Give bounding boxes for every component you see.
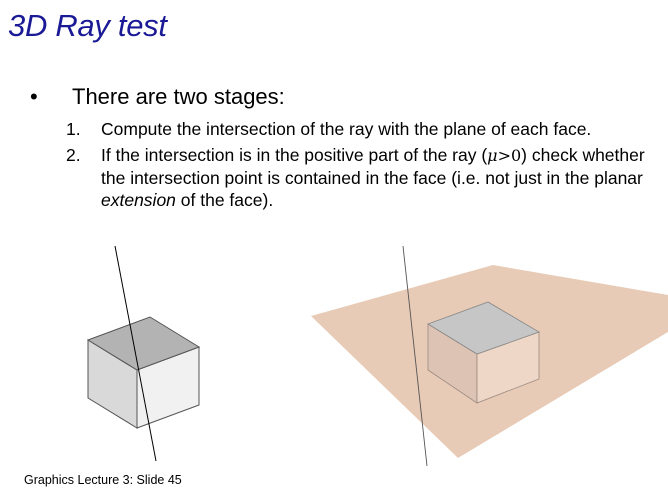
slide-title: 3D Ray test (8, 8, 167, 43)
list-text-after: of the face). (175, 190, 274, 210)
bullet-text: There are two stages: (72, 84, 285, 109)
bullet-dot-icon: • (30, 84, 38, 109)
cube-ray-diagram (88, 246, 199, 461)
mu-symbol: μ (487, 146, 498, 165)
list-number: 1. (66, 119, 81, 139)
list-text-middle: ) check whether the intersection point is contained in the face (i.e. not just in the planar (101, 145, 645, 188)
list-number: 2. (66, 145, 81, 165)
plane-ray-diagram (311, 246, 668, 466)
list-text-before: If the intersection is in the positive part of the ray ( (101, 145, 488, 165)
list-text: Compute the intersection of the ray with the plane of each face. (101, 119, 592, 139)
condition-text: >0 (497, 146, 522, 165)
emphasis-text: extension (101, 190, 176, 210)
slide-footer: Graphics Lecture 3: Slide 45 (24, 473, 182, 487)
